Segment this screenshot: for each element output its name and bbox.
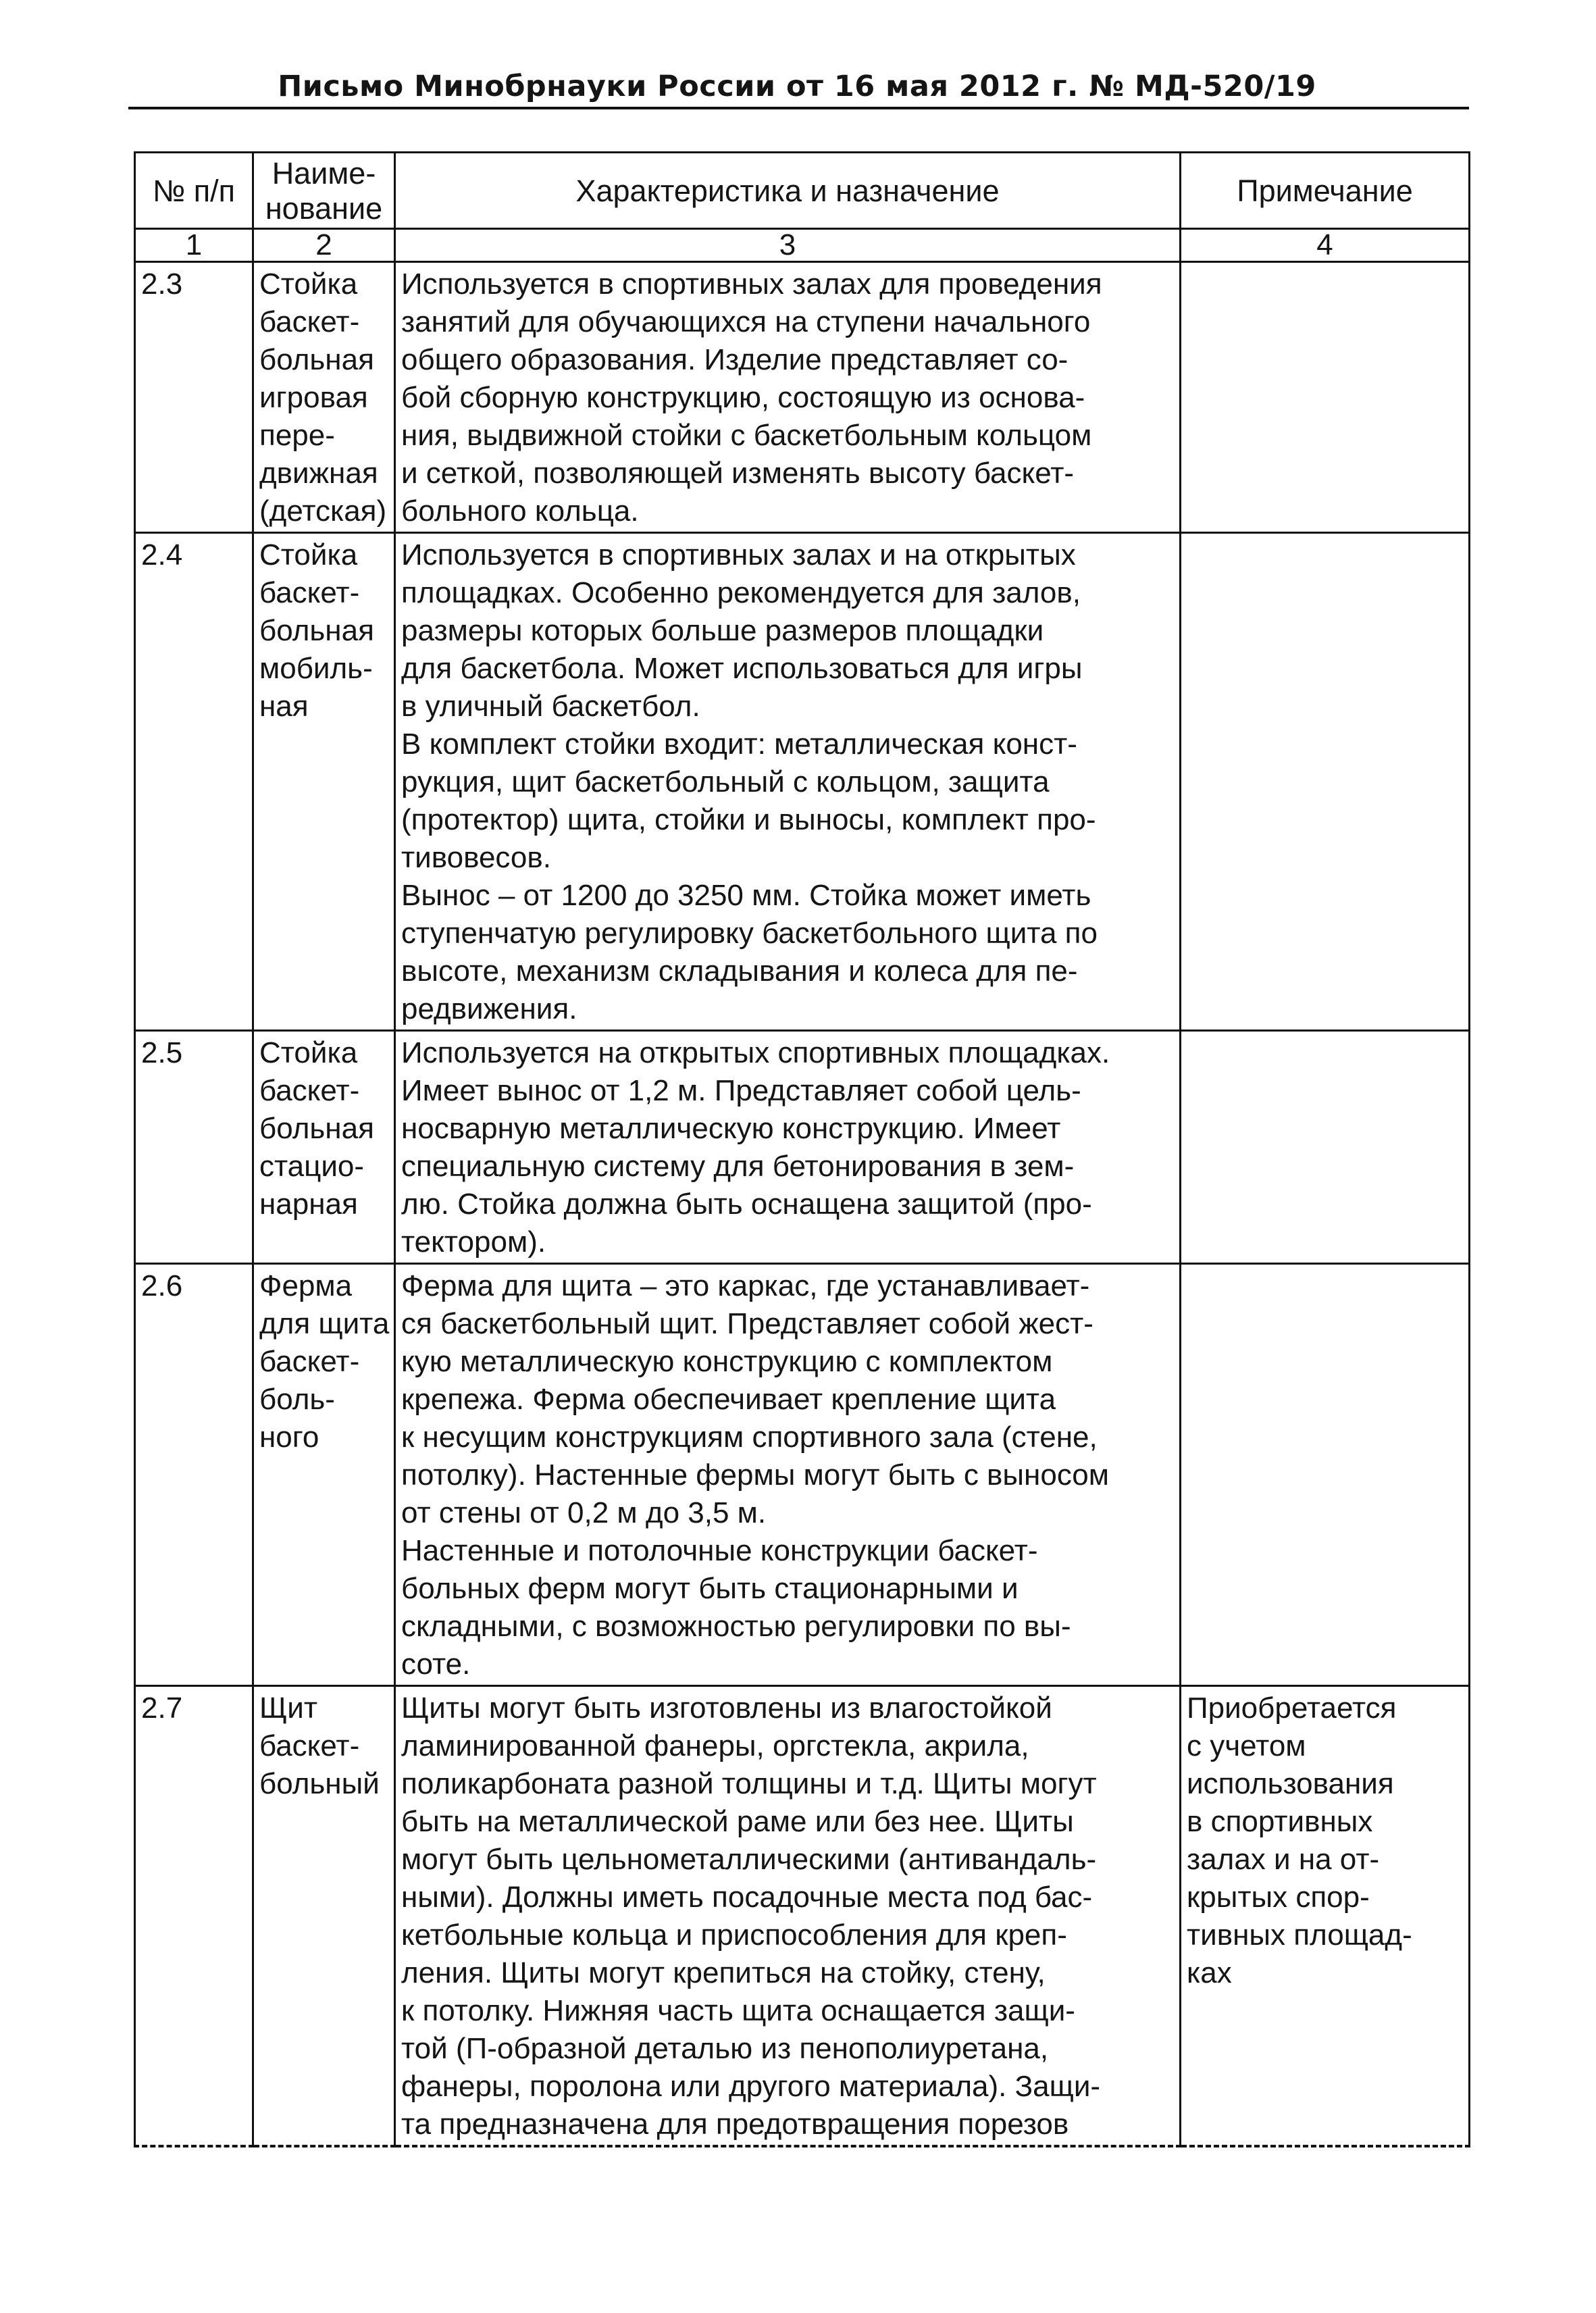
item-name-line: боль- (259, 1383, 335, 1416)
item-note (1181, 262, 1470, 533)
item-description-line: к несущим конструкциям спортивного зала (стене, (401, 1421, 1098, 1454)
item-description-line: специальную систему для бетонирования в зем- (401, 1150, 1075, 1183)
item-description-line: могут быть цельнометаллическими (антивандаль- (401, 1843, 1097, 1876)
table-header-row (135, 153, 1470, 229)
item-description-line: ламинированной фанеры, оргстекла, акрила, (401, 1729, 1029, 1762)
item-note-line: использования (1187, 1767, 1394, 1800)
column-header-note: Примечание (1181, 153, 1470, 229)
item-description-line: высоте, механизм складывания и колеса для пе- (401, 955, 1078, 988)
column-header-num: № п/п (135, 153, 253, 229)
item-name-line: Щит (259, 1692, 317, 1725)
item-note-line: залах и на от- (1187, 1843, 1380, 1876)
item-description-line: Ферма для щита – это каркас, где устанавливает- (401, 1269, 1090, 1302)
item-name-line: (детская) (259, 494, 387, 528)
item-name-line: больная (259, 1112, 374, 1145)
item-description-line: та предназначена для предотвращения порезов (401, 2108, 1069, 2141)
item-description-line: носварную металлическую конструкцию. Имеет (401, 1112, 1061, 1145)
item-description-line: Имеет вынос от 1,2 м. Представляет собой цель- (401, 1074, 1081, 1107)
item-name-line: нарная (259, 1188, 358, 1221)
item-description (395, 262, 1181, 533)
item-note (1181, 533, 1470, 1031)
item-number: 2.7 (135, 1686, 253, 2147)
item-description-line: Используется в спортивных залах для проведения (401, 268, 1102, 301)
item-name (253, 533, 395, 1031)
item-description (395, 1264, 1181, 1686)
item-note-line: с учетом (1187, 1729, 1306, 1762)
item-description-line: для баскетбола. Может использоваться для игры (401, 652, 1083, 685)
item-name-line: больный (259, 1767, 380, 1800)
item-description-line: от стены от 0,2 м до 3,5 м. (401, 1496, 767, 1529)
item-name-line: для щита (259, 1307, 390, 1340)
item-name-line: баскет- (259, 1345, 360, 1378)
item-description-line: ными). Должны иметь посадочные места под бас- (401, 1881, 1093, 1914)
item-description-line: ния, выдвижной стойки с баскетбольным кольцом (401, 419, 1092, 452)
item-description-line: площадках. Особенно рекомендуется для залов, (401, 576, 1081, 609)
item-description-line: больного кольца. (401, 494, 639, 528)
item-name-line: игровая (259, 381, 368, 414)
item-description-line: поликарбоната разной толщины и т.д. Щиты могут (401, 1767, 1097, 1800)
item-description-line: бой сборную конструкцию, состоящую из основа- (401, 381, 1085, 414)
item-description-line: редвижения. (401, 992, 577, 1025)
item-description-line: тивовесов. (401, 841, 551, 874)
item-name (253, 262, 395, 533)
item-note-line: крытых спор- (1187, 1881, 1370, 1914)
item-name (253, 1031, 395, 1264)
item-description-line: размеры которых больше размеров площадки (401, 614, 1044, 647)
item-name-line: ная (259, 690, 309, 723)
item-note (1181, 1264, 1470, 1686)
column-number-row (135, 229, 1470, 262)
item-description-line: к потолку. Нижняя часть щита оснащается защи- (401, 1994, 1075, 2027)
item-description-line: Вынос – от 1200 до 3250 мм. Стойка может иметь (401, 879, 1091, 912)
item-number: 2.5 (135, 1031, 253, 1264)
item-name-line: баскет- (259, 576, 360, 609)
item-description-line: кетбольные кольца и приспособления для креп- (401, 1918, 1067, 1952)
equipment-table (134, 151, 1470, 2147)
item-description-line: соте. (401, 1648, 471, 1681)
column-number: 2 (253, 229, 395, 262)
item-description-line: ся баскетбольный щит. Представляет собой жест- (401, 1307, 1093, 1340)
item-description-line: больных ферм могут быть стационарными и (401, 1572, 1019, 1605)
item-description-line: общего образования. Изделие представляет со- (401, 343, 1069, 376)
item-name-line: движная (259, 457, 378, 490)
item-note (1181, 1031, 1470, 1264)
item-name-line: баскет- (259, 305, 360, 338)
item-description-line: ления. Щиты могут крепиться на стойку, стену, (401, 1956, 1046, 1989)
item-description-line: Используется в спортивных залах и на открытых (401, 538, 1076, 571)
table-row (135, 1686, 1470, 2147)
item-name-line: мобиль- (259, 652, 373, 685)
column-number: 4 (1181, 229, 1470, 262)
column-header-name (253, 153, 395, 229)
item-description-line: тектором). (401, 1225, 546, 1259)
item-description (395, 1031, 1181, 1264)
item-description-line: занятий для обучающихся на ступени начального (401, 305, 1091, 338)
item-note-line: тивных площад- (1187, 1918, 1412, 1952)
item-number: 2.3 (135, 262, 253, 533)
item-description-line: Щиты могут быть изготовлены из влагостойкой (401, 1692, 1052, 1725)
item-name-line: стацио- (259, 1150, 365, 1183)
item-description-line: той (П-образной деталью из пенополиуретана, (401, 2032, 1049, 2065)
header-divider (128, 107, 1469, 109)
item-description-line: Настенные и потолочные конструкции баскет- (401, 1534, 1038, 1567)
item-description-line: (протектор) щита, стойки и выносы, комплект про- (401, 803, 1096, 836)
item-name-line: Ферма (259, 1269, 353, 1302)
item-description-line: ступенчатую регулировку баскетбольного щита по (401, 917, 1098, 950)
item-description-line: в уличный баскетбол. (401, 690, 700, 723)
item-name-line: Стойка (259, 1036, 358, 1069)
column-number: 3 (395, 229, 1181, 262)
item-name-line: Стойка (259, 268, 358, 301)
item-description-line: и сеткой, позволяющей изменять высоту баскет- (401, 457, 1075, 490)
item-name-line: ного (259, 1421, 319, 1454)
item-description-line: складными, с возможностью регулировки по вы- (401, 1610, 1071, 1643)
item-number: 2.6 (135, 1264, 253, 1686)
page-title: Письмо Минобрнауки России от 16 мая 2012 г. № МД-520/19 (278, 70, 1316, 103)
item-description-line: фанеры, поролона или другого материала). Защи- (401, 2070, 1101, 2103)
item-name-line: пере- (259, 419, 335, 452)
item-note (1181, 1686, 1470, 2147)
item-note-line: в спортивных (1187, 1805, 1373, 1838)
column-header-name-part1: Наиме- (272, 156, 376, 190)
item-note-line: Приобретается (1187, 1692, 1397, 1725)
table-row (135, 533, 1470, 1031)
table-row (135, 1264, 1470, 1686)
item-description-line: Используется на открытых спортивных площадках. (401, 1036, 1110, 1069)
item-description-line: рукция, щит баскетбольный с кольцом, защита (401, 765, 1050, 798)
item-description-line: кую металлическую конструкцию с комплектом (401, 1345, 1053, 1378)
item-name-line: больная (259, 343, 374, 376)
item-name-line: больная (259, 614, 374, 647)
item-description-line: крепежа. Ферма обеспечивает крепление щита (401, 1383, 1056, 1416)
table-body (135, 262, 1470, 2147)
item-description (395, 1686, 1181, 2147)
item-description-line: В комплект стойки входит: металлическая конст- (401, 728, 1077, 761)
table-row (135, 262, 1470, 533)
item-description-line: потолку). Настенные фермы могут быть с выносом (401, 1458, 1110, 1492)
column-number: 1 (135, 229, 253, 262)
item-note-line: ках (1187, 1956, 1232, 1989)
item-name (253, 1264, 395, 1686)
item-name (253, 1686, 395, 2147)
table-row (135, 1031, 1470, 1264)
column-header-description: Характеристика и назначение (395, 153, 1181, 229)
item-number: 2.4 (135, 533, 253, 1031)
column-header-name-part2: нование (265, 191, 383, 226)
item-name-line: баскет- (259, 1729, 360, 1762)
item-description-line: лю. Стойка должна быть оснащена защитой (про- (401, 1188, 1092, 1221)
item-name-line: баскет- (259, 1074, 360, 1107)
item-name-line: Стойка (259, 538, 358, 571)
item-description-line: быть на металлической раме или без нее. Щиты (401, 1805, 1074, 1838)
item-description (395, 533, 1181, 1031)
